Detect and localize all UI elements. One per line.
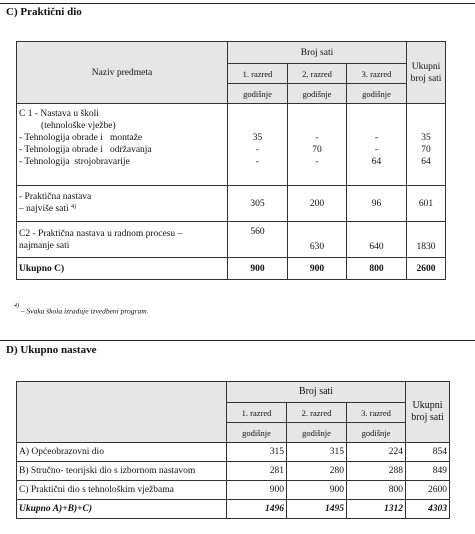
praktikum-grade-2: 200	[288, 186, 347, 222]
grade-1-header: 1. razred	[228, 64, 288, 84]
d-hours-group-header: Broj sati	[227, 382, 406, 403]
d-row-total: 849	[406, 462, 450, 481]
c1-line: - Tehnologija strojobravarije	[19, 157, 130, 167]
praktikum-grade-3: 96	[347, 186, 407, 222]
grade-2-header: 2. razred	[288, 64, 347, 84]
praktikum-grade-1: 305	[228, 186, 288, 222]
c1-line: - Tehnologija obrade i montaže	[19, 133, 143, 143]
d-total-grade-2: 1495	[287, 500, 347, 519]
ukupno-c-total: 2600	[407, 258, 446, 280]
d-total-label: Ukupno A)+B)+C)	[17, 500, 227, 519]
d-grade-3-header: 3. razred	[347, 403, 406, 423]
d-total-grade-3: 1312	[347, 500, 406, 519]
d-row-grade-1: 315	[227, 443, 287, 462]
d-grade-1-annual: godišnje	[227, 423, 287, 443]
section-d-table	[16, 381, 450, 519]
d-row-total: 854	[406, 443, 450, 462]
section-d-empty-header	[17, 382, 227, 443]
d-row-grade-1: 281	[227, 462, 287, 481]
c1-grade-2-cell: - 70 -	[288, 104, 347, 186]
c1-line: (tehnološke vježbe)	[41, 121, 116, 131]
d-grade-2-header: 2. razred	[287, 403, 347, 423]
footnote	[14, 303, 149, 316]
praktikum-total: 601	[407, 186, 446, 222]
d-grade-3-annual: godišnje	[347, 423, 406, 443]
c1-grade-3-cell: - - 64	[347, 104, 407, 186]
section-d-title: D) Ukupno nastave	[6, 344, 97, 356]
c2-total: 1830	[407, 222, 446, 258]
section-c-table	[16, 41, 446, 280]
total-hours-header: Ukupni broj sati	[407, 42, 446, 104]
d-row-grade-1: 900	[227, 481, 287, 500]
ukupno-c-label: Ukupno C)	[17, 258, 228, 280]
d-total-grade-1: 1496	[227, 500, 287, 519]
grade-2-annual: godišnje	[288, 84, 347, 104]
c1-line: - Tehnologija obrade i održavanja	[19, 145, 152, 155]
footnote-number: 4)	[14, 303, 19, 309]
grade-3-header: 3. razred	[347, 64, 407, 84]
c1-label-cell	[17, 104, 228, 186]
d-total-total: 4303	[406, 500, 450, 519]
d-row-grade-3: 800	[347, 481, 406, 500]
subject-column-header: Naziv predmeta	[17, 42, 228, 104]
d-row-grade-2: 900	[287, 481, 347, 500]
c2-label-cell: C2 - Praktična nastava u radnom procesu – najmanje sati	[17, 222, 228, 258]
d-row-grade-3: 288	[347, 462, 406, 481]
section-c-title: C) Praktični dio	[6, 6, 82, 18]
ukupno-c-grade-3: 800	[347, 258, 407, 280]
d-total-hours-header: Ukupni broj sati	[406, 382, 450, 443]
d-row-label: A) Općeobrazovni dio	[17, 443, 227, 462]
c2-grade-2: 630	[288, 222, 347, 258]
ukupno-c-grade-1: 900	[228, 258, 288, 280]
c2-grade-3: 640	[347, 222, 407, 258]
c1-total-cell: 35 70 64	[407, 104, 446, 186]
c2-grade-1: 560	[228, 222, 288, 258]
d-row-grade-2: 315	[287, 443, 347, 462]
c1-grade-1-cell: 35 - -	[228, 104, 288, 186]
d-row-grade-3: 224	[347, 443, 406, 462]
d-grade-2-annual: godišnje	[287, 423, 347, 443]
d-row-label: C) Praktični dio s tehnološkim vježbama	[17, 481, 227, 500]
hours-group-header: Broj sati	[228, 42, 407, 64]
praktikum-label-cell: - Praktična nastava – najviše sati $^{4)}$	[17, 186, 228, 222]
d-grade-1-header: 1. razred	[227, 403, 287, 423]
footnote-text: – Svaka škola izrađuje izvedbeni program.	[19, 306, 149, 316]
d-row-total: 2600	[406, 481, 450, 500]
c1-line: C 1 - Nastava u školi	[19, 109, 99, 119]
section-d-rule	[0, 340, 475, 341]
grade-1-annual: godišnje	[228, 84, 288, 104]
grade-3-annual: godišnje	[347, 84, 407, 104]
ukupno-c-grade-2: 900	[288, 258, 347, 280]
top-rule	[0, 3, 475, 4]
d-row-label: B) Stručno- teorijski dio s izbornom nastavom	[17, 462, 227, 481]
d-row-grade-2: 280	[287, 462, 347, 481]
footnote-marker: 4)	[70, 204, 76, 210]
